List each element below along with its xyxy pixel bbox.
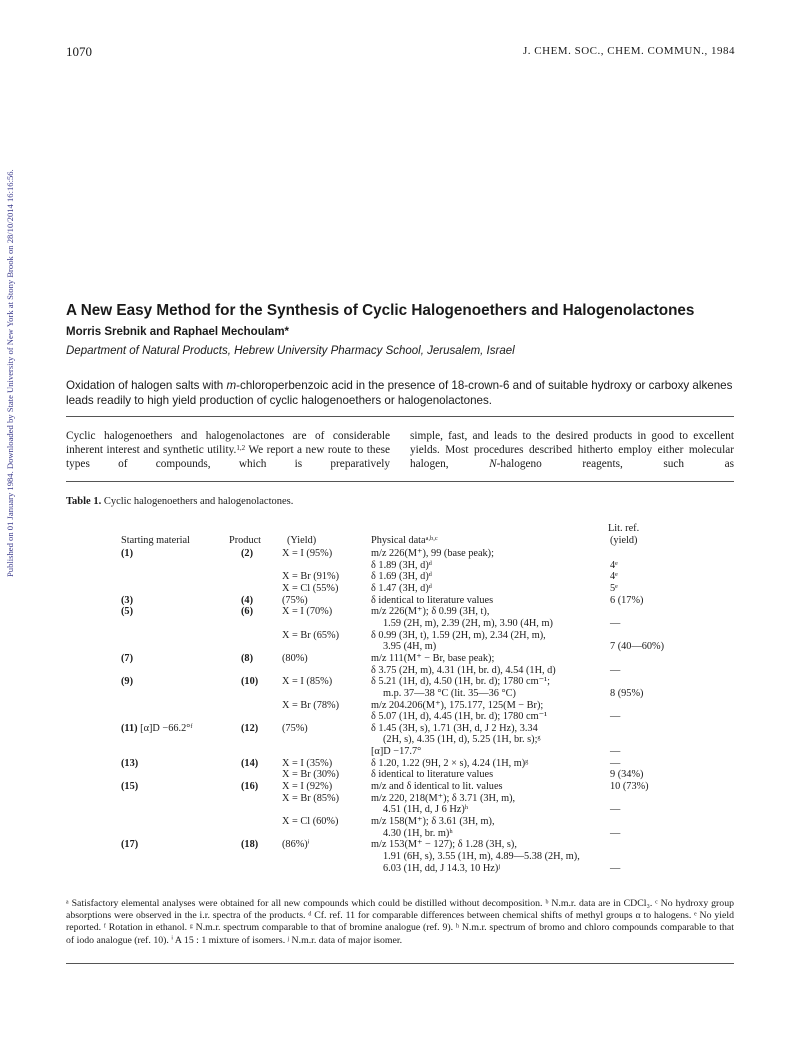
- cell-yield: X = I (85%): [282, 676, 333, 688]
- cell-yield: X = Cl (60%): [282, 816, 339, 827]
- cell-yield: X = Br (65%): [282, 629, 339, 641]
- cell-lit-ref: —: [610, 827, 621, 839]
- table-caption-text: Cyclic halogenoethers and halogenolactones.: [101, 496, 294, 507]
- header-litref: Lit. ref.: [608, 523, 640, 534]
- cell-lit-ref: 6 (17%): [610, 594, 644, 606]
- article-title: A New Easy Method for the Synthesis of Cyclic Halogenoethers and Halogenolactones: [66, 302, 695, 319]
- header-litref-yield: (yield): [610, 535, 638, 546]
- cell-product: (8): [241, 652, 254, 664]
- cell-lit-ref: —: [610, 664, 621, 676]
- cell-starting-material: (7): [121, 652, 134, 664]
- cell-physical-data: m/z 204.206(M⁺), 175.177, 125(M − Br);: [371, 699, 544, 711]
- cell-yield: (86%)ⁱ: [282, 839, 310, 851]
- cell-physical-data: (2H, s), 4.35 (1H, d), 5.25 (1H, br. s);ᵍ: [383, 734, 541, 746]
- cell-product: (18): [241, 839, 259, 851]
- authors: Morris Srebnik and Raphael Mechoulam*: [66, 326, 290, 338]
- body-column-right: [410, 429, 734, 471]
- cell-physical-data: δ 5.21 (1H, d), 4.50 (1H, br. d); 1780 cm⁻¹;: [371, 676, 550, 688]
- body-text-4: -halogeno reagents, such as: [496, 458, 734, 470]
- cell-lit-ref: 5ᵉ: [610, 583, 618, 594]
- cell-yield: X = I (70%): [282, 606, 333, 618]
- abstract-text: Oxidation of halogen salts with: [66, 379, 227, 392]
- body-text-3: simple, fast, and leads to the desired products in good to excellent yields. Most procedures described hitherto employ either molecular halogen,: [410, 430, 734, 470]
- cell-physical-data: m/z 220, 218(M⁺); δ 3.71 (3H, m),: [371, 792, 516, 804]
- cell-lit-ref: 4ᵉ: [610, 559, 618, 571]
- body-column-left: [66, 429, 390, 471]
- cell-lit-ref: —: [610, 862, 621, 874]
- affiliation: Department of Natural Products, Hebrew University Pharmacy School, Jerusalem, Israel: [66, 345, 515, 357]
- cell-starting-material: (11) [α]D −66.2°ᶠ: [121, 722, 193, 734]
- cell-physical-data: δ 1.47 (3H, d)ᵈ: [371, 583, 432, 594]
- cell-yield: X = Br (30%): [282, 769, 339, 781]
- cell-lit-ref: 10 (73%): [610, 781, 649, 792]
- cell-lit-ref: —: [610, 617, 621, 629]
- table-caption: [66, 496, 293, 507]
- cell-physical-data: δ 5.07 (1H, d), 4.45 (1H, br. d); 1780 cm⁻¹: [371, 711, 548, 723]
- cell-physical-data: m/z and δ identical to lit. values: [371, 781, 503, 792]
- cell-starting-material: (15): [121, 781, 139, 792]
- cell-yield: X = I (35%): [282, 757, 333, 769]
- cell-physical-data: 1.59 (2H, m), 2.39 (2H, m), 3.90 (4H, m): [383, 617, 553, 629]
- cell-yield: (75%): [282, 594, 308, 606]
- cell-physical-data: 1.91 (6H, s), 3.55 (1H, m), 4.89—5.38 (2H, m),: [383, 850, 580, 862]
- cell-lit-ref: 9 (34%): [610, 769, 644, 781]
- cell-physical-data: 3.95 (4H, m): [383, 641, 437, 653]
- abstract-italic: m: [226, 379, 237, 392]
- cell-physical-data: m/z 111(M⁺ − Br, base peak);: [371, 652, 495, 664]
- header-product: Product: [229, 535, 262, 546]
- cell-lit-ref: 8 (95%): [610, 687, 644, 699]
- cell-yield: X = Cl (55%): [282, 583, 339, 594]
- cell-physical-data: δ 3.75 (2H, m), 4.31 (1H, br. d), 4.54 (1H, d): [371, 664, 556, 676]
- cell-physical-data: δ 0.99 (3H, t), 1.59 (2H, m), 2.34 (2H, m),: [371, 629, 546, 641]
- cell-yield: (80%): [282, 652, 308, 664]
- cell-physical-data: δ identical to literature values: [371, 594, 494, 606]
- cell-product: (14): [241, 757, 259, 769]
- header-physical-sup: a,b,c: [425, 535, 438, 543]
- cell-product: (10): [241, 676, 259, 688]
- cell-yield: X = Br (85%): [282, 792, 339, 804]
- header-yield: (Yield): [287, 535, 317, 546]
- cell-starting-material: (1): [121, 548, 134, 559]
- cell-physical-data: δ 1.20, 1.22 (9H, 2 × s), 4.24 (1H, m)ᵍ: [371, 757, 529, 769]
- cell-physical-data: δ 1.45 (3H, s), 1.71 (3H, d, J 2 Hz), 3.34: [371, 722, 538, 734]
- cell-lit-ref: —: [610, 746, 621, 757]
- cell-yield: X = Br (91%): [282, 571, 339, 583]
- cell-lit-ref: —: [610, 711, 621, 723]
- cell-lit-ref: 7 (40—60%): [610, 641, 665, 653]
- cell-starting-material: (3): [121, 594, 134, 606]
- cell-lit-ref: —: [610, 804, 621, 816]
- cell-starting-material: (13): [121, 757, 139, 769]
- header-physical-data: [371, 535, 438, 546]
- body-text: Cyclic halogenoethers and halogenolactones are of considerable inherent interest and synthetic utility.: [66, 430, 390, 456]
- body-italic: N: [489, 458, 497, 470]
- cell-physical-data: δ identical to literature values: [371, 769, 494, 781]
- reference-superscript: 1,2: [236, 443, 246, 452]
- cell-yield: X = Br (78%): [282, 699, 339, 711]
- cell-physical-data: 4.51 (1H, d, J 6 Hz)ʰ: [383, 804, 469, 816]
- abstract: [66, 378, 734, 408]
- cell-product: (2): [241, 548, 254, 559]
- header-starting-material: Starting material: [121, 535, 190, 546]
- cell-lit-ref: 4ᵉ: [610, 571, 618, 583]
- divider-3: [66, 963, 734, 964]
- cell-physical-data: 6.03 (1H, dd, J 14.3, 10 Hz)ʲ: [383, 862, 500, 874]
- cell-product: (6): [241, 606, 254, 618]
- cell-starting-material: (9): [121, 676, 134, 688]
- cell-physical-data: m/z 153(M⁺ − 127); δ 1.28 (3H, s),: [371, 839, 517, 851]
- cell-physical-data: δ 1.89 (3H, d)ᵈ: [371, 559, 432, 571]
- abstract-text-2: -chloroperbenzoic acid in the presence of 18-crown-6 and of suitable hydroxy or carboxy alkenes leads readily to high yield production of cyclic halogenoethers or halogenolactones.: [66, 379, 733, 407]
- divider-2: [66, 481, 734, 482]
- cell-physical-data: m/z 158(M⁺); δ 3.61 (3H, m),: [371, 816, 495, 827]
- cell-physical-data: m/z 226(M⁺), 99 (base peak);: [371, 548, 494, 559]
- journal-header: J. CHEM. SOC., CHEM. COMMUN., 1984: [523, 45, 735, 57]
- cell-physical-data: 4.30 (1H, br. m)ʰ: [383, 827, 453, 839]
- cell-starting-material: (17): [121, 839, 139, 851]
- body-text-2: We report a new route to these types of compounds, which is preparatively: [66, 444, 390, 470]
- divider: [66, 416, 734, 417]
- cell-physical-data: [α]D −17.7°: [371, 746, 422, 757]
- cell-product: (12): [241, 722, 259, 734]
- table-label: Table 1.: [66, 496, 102, 507]
- cell-physical-data: δ 1.69 (3H, d)ᵈ: [371, 571, 432, 583]
- cell-yield: X = I (95%): [282, 548, 333, 559]
- header-physical-text: Physical data: [371, 535, 426, 546]
- cell-product: (4): [241, 594, 254, 606]
- cell-yield: (75%): [282, 722, 308, 734]
- download-watermark: Published on 01 January 1984. Downloaded by State University of New York at Stony Brook on 28/10/2014 16:16:56.: [5, 169, 15, 577]
- table-footnotes: ᵃ Satisfactory elemental analyses were obtained for all new compounds which could be distilled without decomposition. ᵇ N.m.r. data are in CDCl₃. ᶜ No hydroxy group absorptions were observed in the i.r. spectra of the products. ᵈ Cf. ref. 11 for comparable differences between chemical shifts of methyl groups α to halogens. ᵉ No yield reported. ᶠ Rotation in ethanol. ᵍ N.m.r. spectrum comparable to that of bromine analogue (ref. 9). ʰ N.m.r. spectrum of bromo and chloro compounds comparable to that of iodo analogue (ref. 10). ⁱ A 15 : 1 mixture of isomers. ʲ N.m.r. data of major isomer.: [66, 898, 734, 946]
- cell-physical-data: m.p. 37—38 °C (lit. 35—36 °C): [383, 687, 516, 699]
- cell-product: (16): [241, 781, 259, 792]
- cell-yield: X = I (92%): [282, 781, 333, 792]
- page-number: 1070: [66, 44, 92, 59]
- cell-lit-ref: —: [610, 757, 621, 769]
- cell-starting-material: (5): [121, 606, 134, 618]
- cell-physical-data: m/z 226(M⁺); δ 0.99 (3H, t),: [371, 606, 490, 618]
